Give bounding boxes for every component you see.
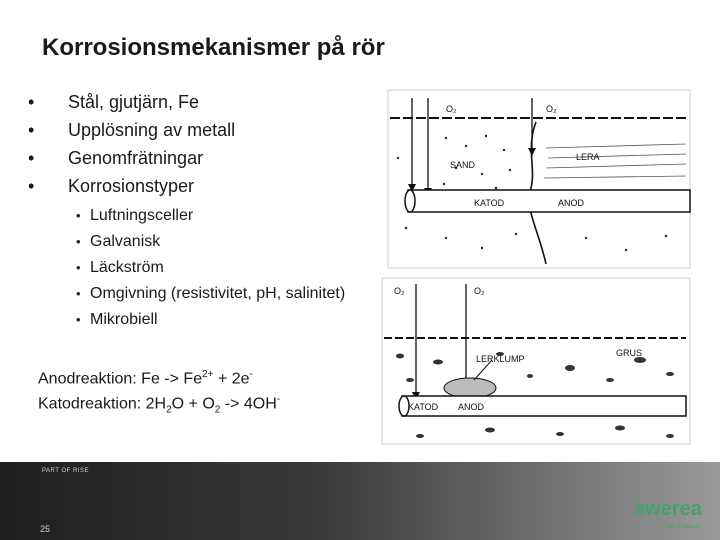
- sub-bullet-item: • Läckström: [76, 255, 345, 281]
- aeration-cell-figure: [386, 88, 692, 270]
- anode-reaction: Anodreaktion: $Fe -> Fe^{2+} + 2e^-$: [38, 369, 253, 388]
- bullet-item: • Stål, gjutjärn, Fe: [28, 88, 235, 116]
- pipe: [408, 190, 690, 212]
- pipe: [402, 396, 686, 416]
- anode-label: ANOD: [458, 402, 485, 412]
- footer-part-of: PART OF RISE: [42, 468, 90, 474]
- logo-text: swerea: [634, 498, 702, 520]
- clay-lump-label: LERKLUMP: [476, 354, 525, 364]
- clay-label: LERA: [576, 152, 600, 162]
- page-number: 25: [40, 524, 51, 534]
- bullet-item: • Korrosionstyper: [28, 172, 235, 200]
- bullet-item: • Upplösning av metall: [28, 116, 235, 144]
- slide-title: Korrosionsmekanismer på rör: [42, 34, 385, 61]
- sub-bullet-item: • Luftningsceller: [76, 203, 345, 229]
- gravel-label: GRUS: [616, 348, 643, 358]
- cathode-reaction: Katodreaktion: $2H_2O + O_2 -> 4OH^-$: [38, 394, 281, 416]
- o2-label-right: O₂: [474, 286, 485, 296]
- swerea-logo: [626, 494, 712, 534]
- bullet-item: • Genomfrätningar: [28, 144, 235, 172]
- cathode-label: KATOD: [408, 402, 439, 412]
- sub-bullet-item: • Mikrobiell: [76, 307, 345, 333]
- sand-label: SAND: [450, 160, 476, 170]
- o2-label-left: O₂: [394, 286, 405, 296]
- bullet-list: [28, 88, 235, 200]
- sub-bullet-item: • Galvanisk: [76, 229, 345, 255]
- o2-label-left: O₂: [446, 104, 457, 114]
- reactions: [38, 364, 280, 421]
- cathode-label: KATOD: [474, 198, 505, 208]
- logo-tagline: part of research: [666, 524, 702, 530]
- sub-bullet-list: [76, 203, 345, 333]
- footer-bar: [0, 462, 720, 540]
- o2-label-right: O₂: [546, 104, 557, 114]
- clay-lump: [444, 378, 496, 398]
- anode-label: ANOD: [558, 198, 585, 208]
- clay-lump-figure: [380, 276, 692, 446]
- sub-bullet-item: • Omgivning (resistivitet, pH, salinitet): [76, 281, 345, 307]
